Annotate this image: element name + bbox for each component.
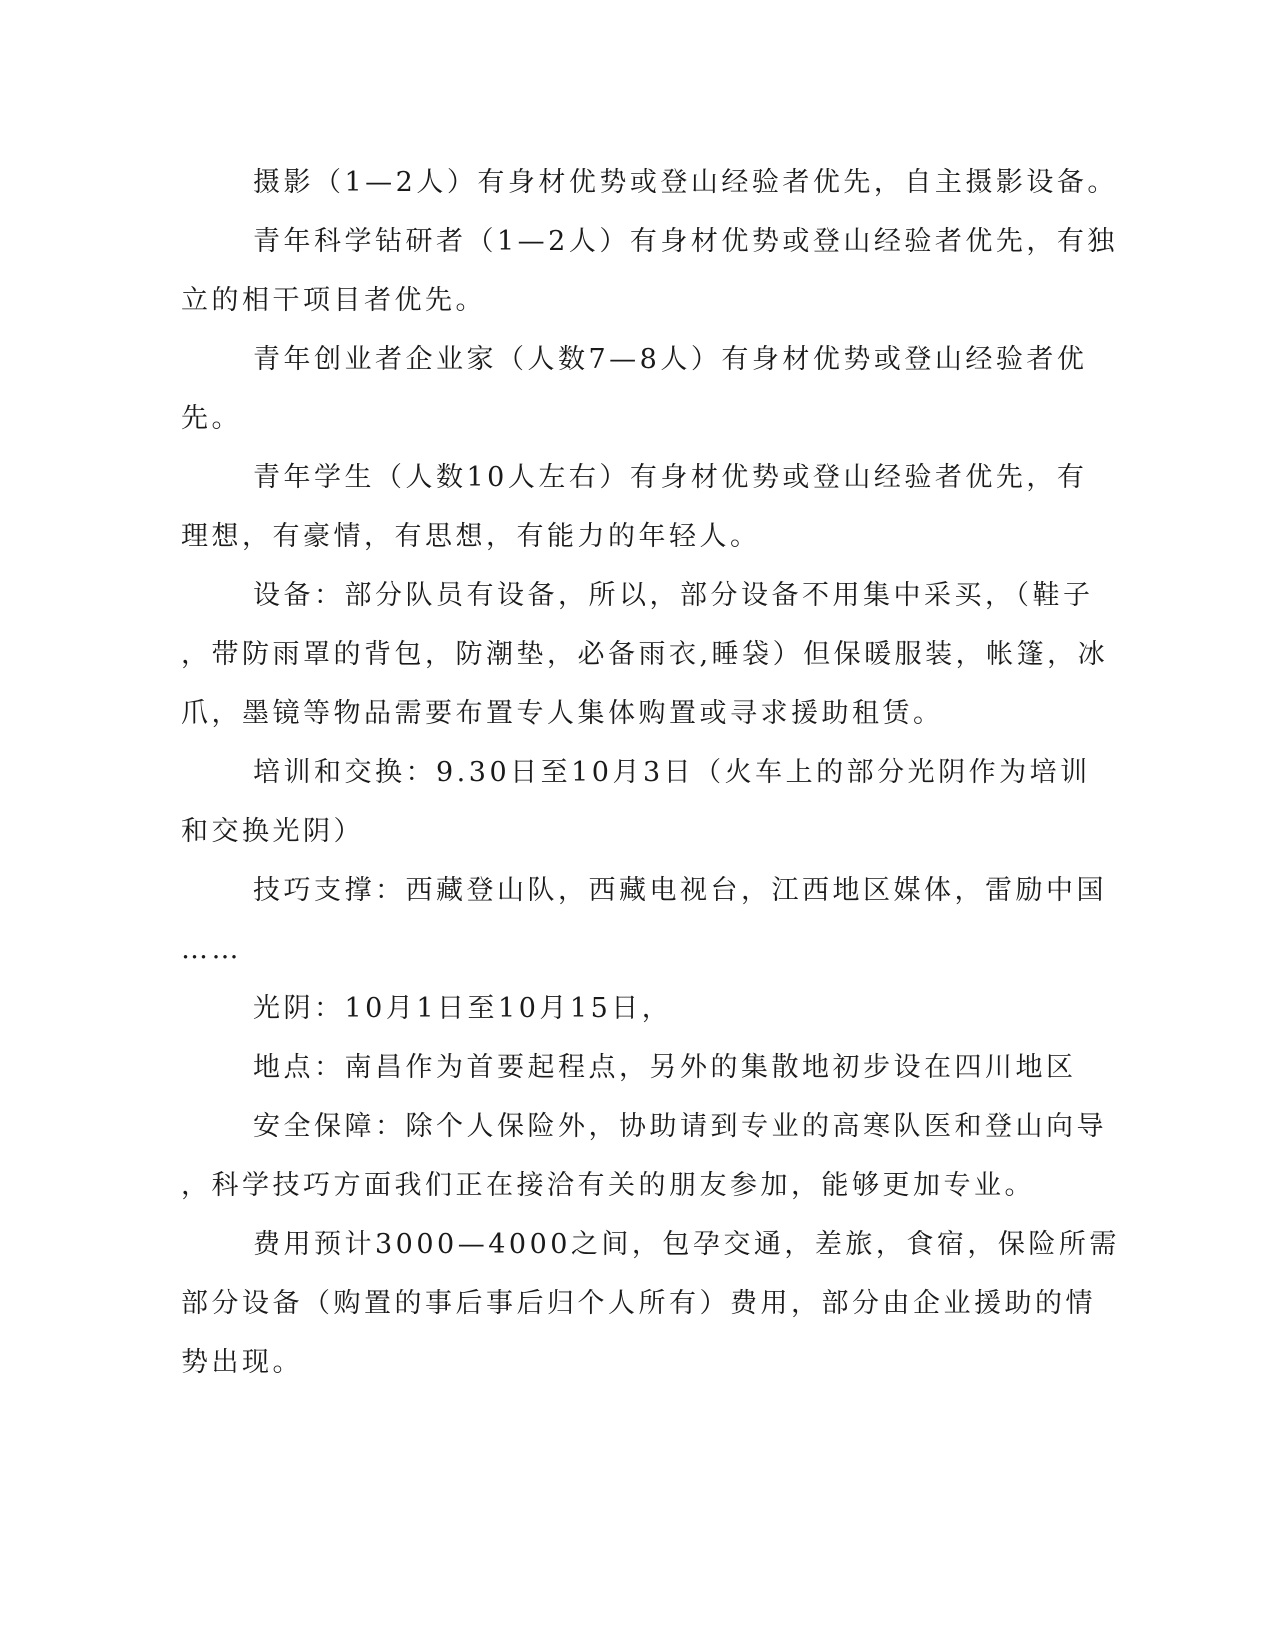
text-line: ，带防雨罩的背包，防潮垫，必备雨衣,睡袋）但保暖服装，帐篷，冰 — [181, 639, 1109, 670]
text-line: 势出现。 — [181, 1347, 303, 1378]
text-line: 技巧支撑：西藏登山队，西藏电视台，江西地区媒体，雷励中国 — [253, 875, 1107, 906]
text-line: 设备：部分队员有设备，所以，部分设备不用集中采买，（鞋子 — [253, 580, 1094, 611]
text-line: 光阴：10月1日至10月15日， — [253, 993, 673, 1024]
text-line: 先。 — [181, 403, 242, 434]
text-line: 和交换光阴） — [181, 816, 364, 847]
text-line: 青年创业者企业家（人数7—8人）有身材优势或登山经验者优 — [253, 344, 1088, 375]
text-line: 立的相干项目者优先。 — [181, 285, 486, 316]
text-line: ，科学技巧方面我们正在接洽有关的朋友参加，能够更加专业。 — [181, 1170, 1035, 1201]
text-line: 安全保障：除个人保险外，协助请到专业的高寒队医和登山向导 — [253, 1111, 1107, 1142]
text-line: 爪，墨镜等物品需要布置专人集体购置或寻求援助租赁。 — [181, 698, 944, 729]
text-line: 培训和交换：9.30日至10月3日（火车上的部分光阴作为培训 — [253, 757, 1091, 788]
text-line: 地点：南昌作为首要起程点，另外的集散地初步设在四川地区 — [253, 1052, 1077, 1083]
text-line: 部分设备（购置的事后事后归个人所有）费用，部分由企业援助的情 — [181, 1288, 1096, 1319]
text-line: 青年学生（人数10人左右）有身材优势或登山经验者优先，有 — [253, 462, 1088, 493]
text-line: 费用预计3000—4000之间，包孕交通，差旅，食宿，保险所需 — [253, 1229, 1120, 1260]
text-line: 摄影（1—2人）有身材优势或登山经验者优先，自主摄影设备。 — [253, 167, 1118, 198]
document-body — [181, 153, 1120, 1392]
text-line: …… — [181, 934, 242, 965]
text-line: 青年科学钻研者（1—2人）有身材优势或登山经验者优先，有独 — [253, 226, 1118, 257]
text-line: 理想，有豪情，有思想，有能力的年轻人。 — [181, 521, 761, 552]
